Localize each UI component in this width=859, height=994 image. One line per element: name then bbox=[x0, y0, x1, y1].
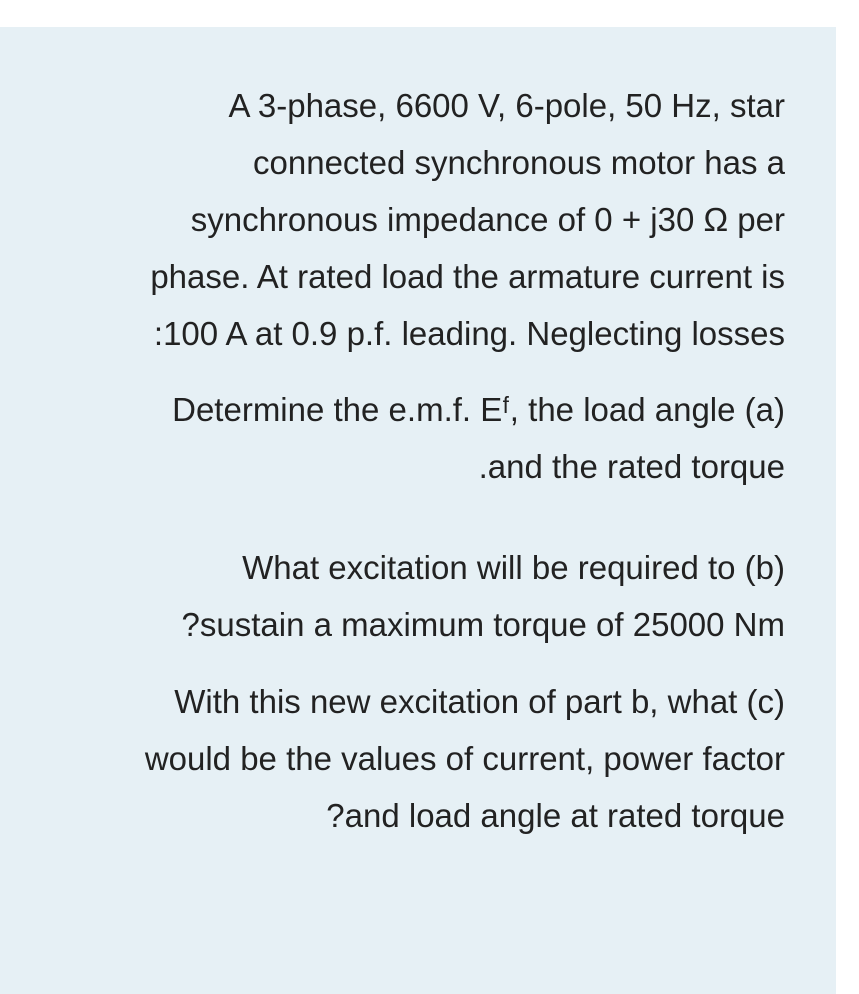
part-c-line: would be the values of current, power factor bbox=[144, 740, 785, 777]
part-a bbox=[172, 381, 785, 495]
statement-line: synchronous impedance of 0 + j30 Ω per bbox=[190, 201, 785, 238]
statement-line: connected synchronous motor has a bbox=[253, 144, 785, 181]
part-c bbox=[145, 673, 785, 844]
part-b-line: What excitation will be required to (b) bbox=[242, 549, 785, 586]
problem-statement bbox=[150, 77, 785, 362]
part-c-line: ?and load angle at rated torque bbox=[326, 797, 785, 834]
part-b-line: ?sustain a maximum torque of 25000 Nm bbox=[181, 606, 785, 643]
statement-line: :100 A at 0.9 p.f. leading. Neglecting losses bbox=[153, 315, 785, 352]
part-b bbox=[182, 539, 785, 653]
part-a-line: .and the rated torque bbox=[478, 448, 785, 485]
statement-line: phase. At rated load the armature current is bbox=[150, 258, 785, 295]
part-a-line: Determine the e.m.f. Eᶠ, the load angle (a) bbox=[172, 391, 785, 428]
statement-line: A 3-phase, 6600 V, 6-pole, 50 Hz, star bbox=[228, 87, 785, 124]
part-c-line: With this new excitation of part b, what (c) bbox=[174, 683, 785, 720]
question-card bbox=[0, 27, 836, 994]
